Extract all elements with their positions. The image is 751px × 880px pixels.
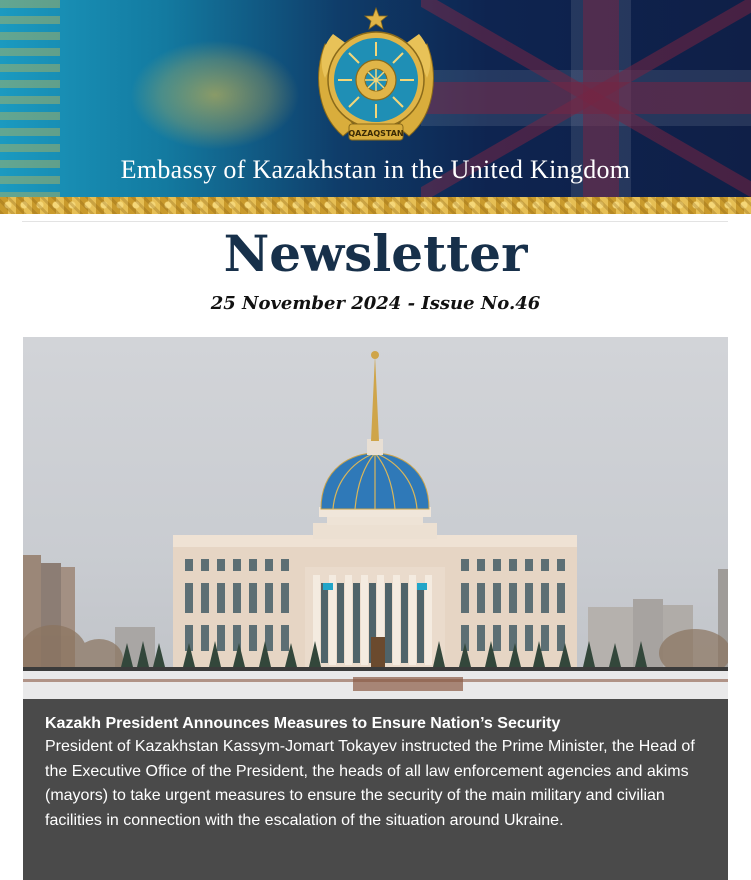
embassy-title: Embassy of Kazakhstan in the United Kingdom <box>120 155 631 184</box>
article-headline[interactable]: Kazakh President Announces Measures to Ensure Nation’s Security <box>45 715 561 732</box>
akorda-palace-illustration <box>23 337 728 699</box>
article-card[interactable] <box>23 699 728 880</box>
state-emblem-icon <box>303 4 449 152</box>
issue-date-line: 25 November 2024 - Issue No.46 <box>210 293 541 314</box>
article-body: President of Kazakhstan Kassym-Jomart Tokayev instructed the Prime Minister, the Head of the Executive Office of the President, the heads of all law enforcement agencies and akims (mayors) to take urgent measures to ensure the security of the main military and civilian facilities in connection with the escalation of the situation around Ukraine. <box>45 738 695 829</box>
flag-sun-decoration <box>130 40 300 150</box>
newsletter-title: Newsletter <box>223 224 528 283</box>
header-banner <box>0 0 751 197</box>
emblem-label: QAZAQSTAN <box>348 129 404 138</box>
article-image[interactable] <box>23 337 728 699</box>
gold-ornament-strip <box>0 197 751 214</box>
